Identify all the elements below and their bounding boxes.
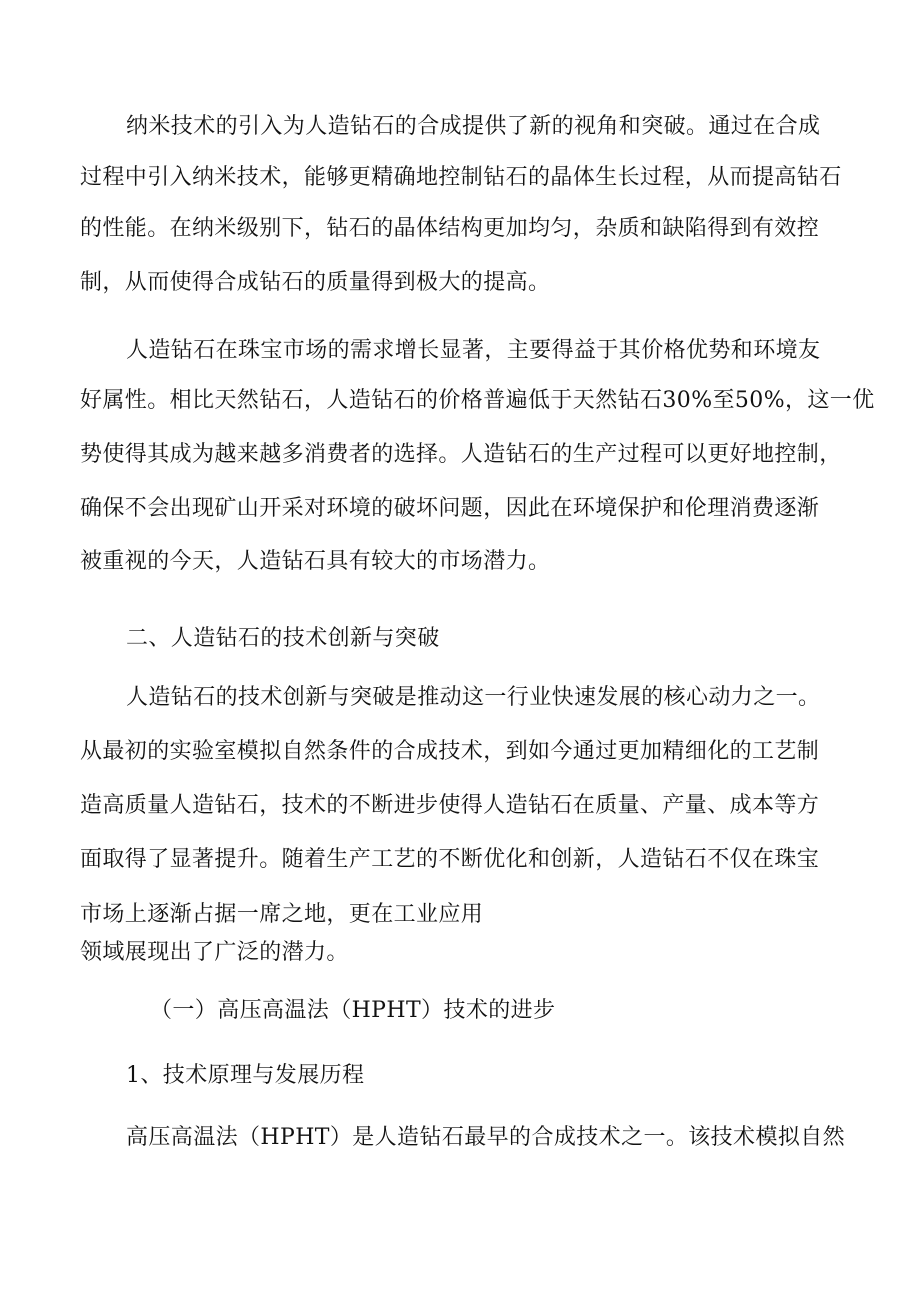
para4-line-1: 高压高温法（HPHT）是人造钻石最早的合成技术之一。该技术模拟自然 [126,1125,846,1150]
subsection-heading: （一）高压高温法（HPHT）技术的进步 [150,998,556,1023]
para3-line-2: 从最初的实验室模拟自然条件的合成技术，到如今通过更加精细化的工艺制 [80,739,820,764]
para2-line-5: 被重视的今天，人造钻石具有较大的市场潜力。 [80,549,551,574]
numbered-heading: 1、技术原理与发展历程 [126,1063,365,1088]
para2-line-4: 确保不会出现矿山开采对环境的破坏问题，因此在环境保护和伦理消费逐渐 [80,496,820,521]
para1-line-3: 的性能。在纳米级别下，钻石的晶体结构更加均匀，杂质和缺陷得到有效控 [80,216,820,241]
para1-line-4: 制，从而使得合成钻石的质量得到极大的提高。 [80,270,551,295]
para3-line-1: 人造钻石的技术创新与突破是推动这一行业快速发展的核心动力之一。 [126,685,821,710]
para1-line-1: 纳米技术的引入为人造钻石的合成提供了新的视角和突破。通过在合成 [126,114,821,139]
section-heading: 二、人造钻石的技术创新与突破 [126,626,440,651]
para3-line-4: 面取得了显著提升。随着生产工艺的不断优化和创新，人造钻石不仅在珠宝 [80,847,820,872]
para2-line-1: 人造钻石在珠宝市场的需求增长显著，主要得益于其价格优势和环境友 [126,338,821,363]
para3-line-6: 领域展现出了广泛的潜力。 [80,940,349,965]
para3-line-5: 市场上逐渐占据一席之地，更在工业应用 [80,902,484,927]
para3-line-3: 造高质量人造钻石，技术的不断进步使得人造钻石在质量、产量、成本等方 [80,793,820,818]
para2-line-3: 势使得其成为越来越多消费者的选择。人造钻石的生产过程可以更好地控制， [80,442,842,467]
para1-line-2: 过程中引入纳米技术，能够更精确地控制钻石的晶体生长过程，从而提高钻石 [80,165,842,190]
para2-line-2: 好属性。相比天然钻石，人造钻石的价格普遍低于天然钻石30%至50%，这一优 [80,388,875,413]
